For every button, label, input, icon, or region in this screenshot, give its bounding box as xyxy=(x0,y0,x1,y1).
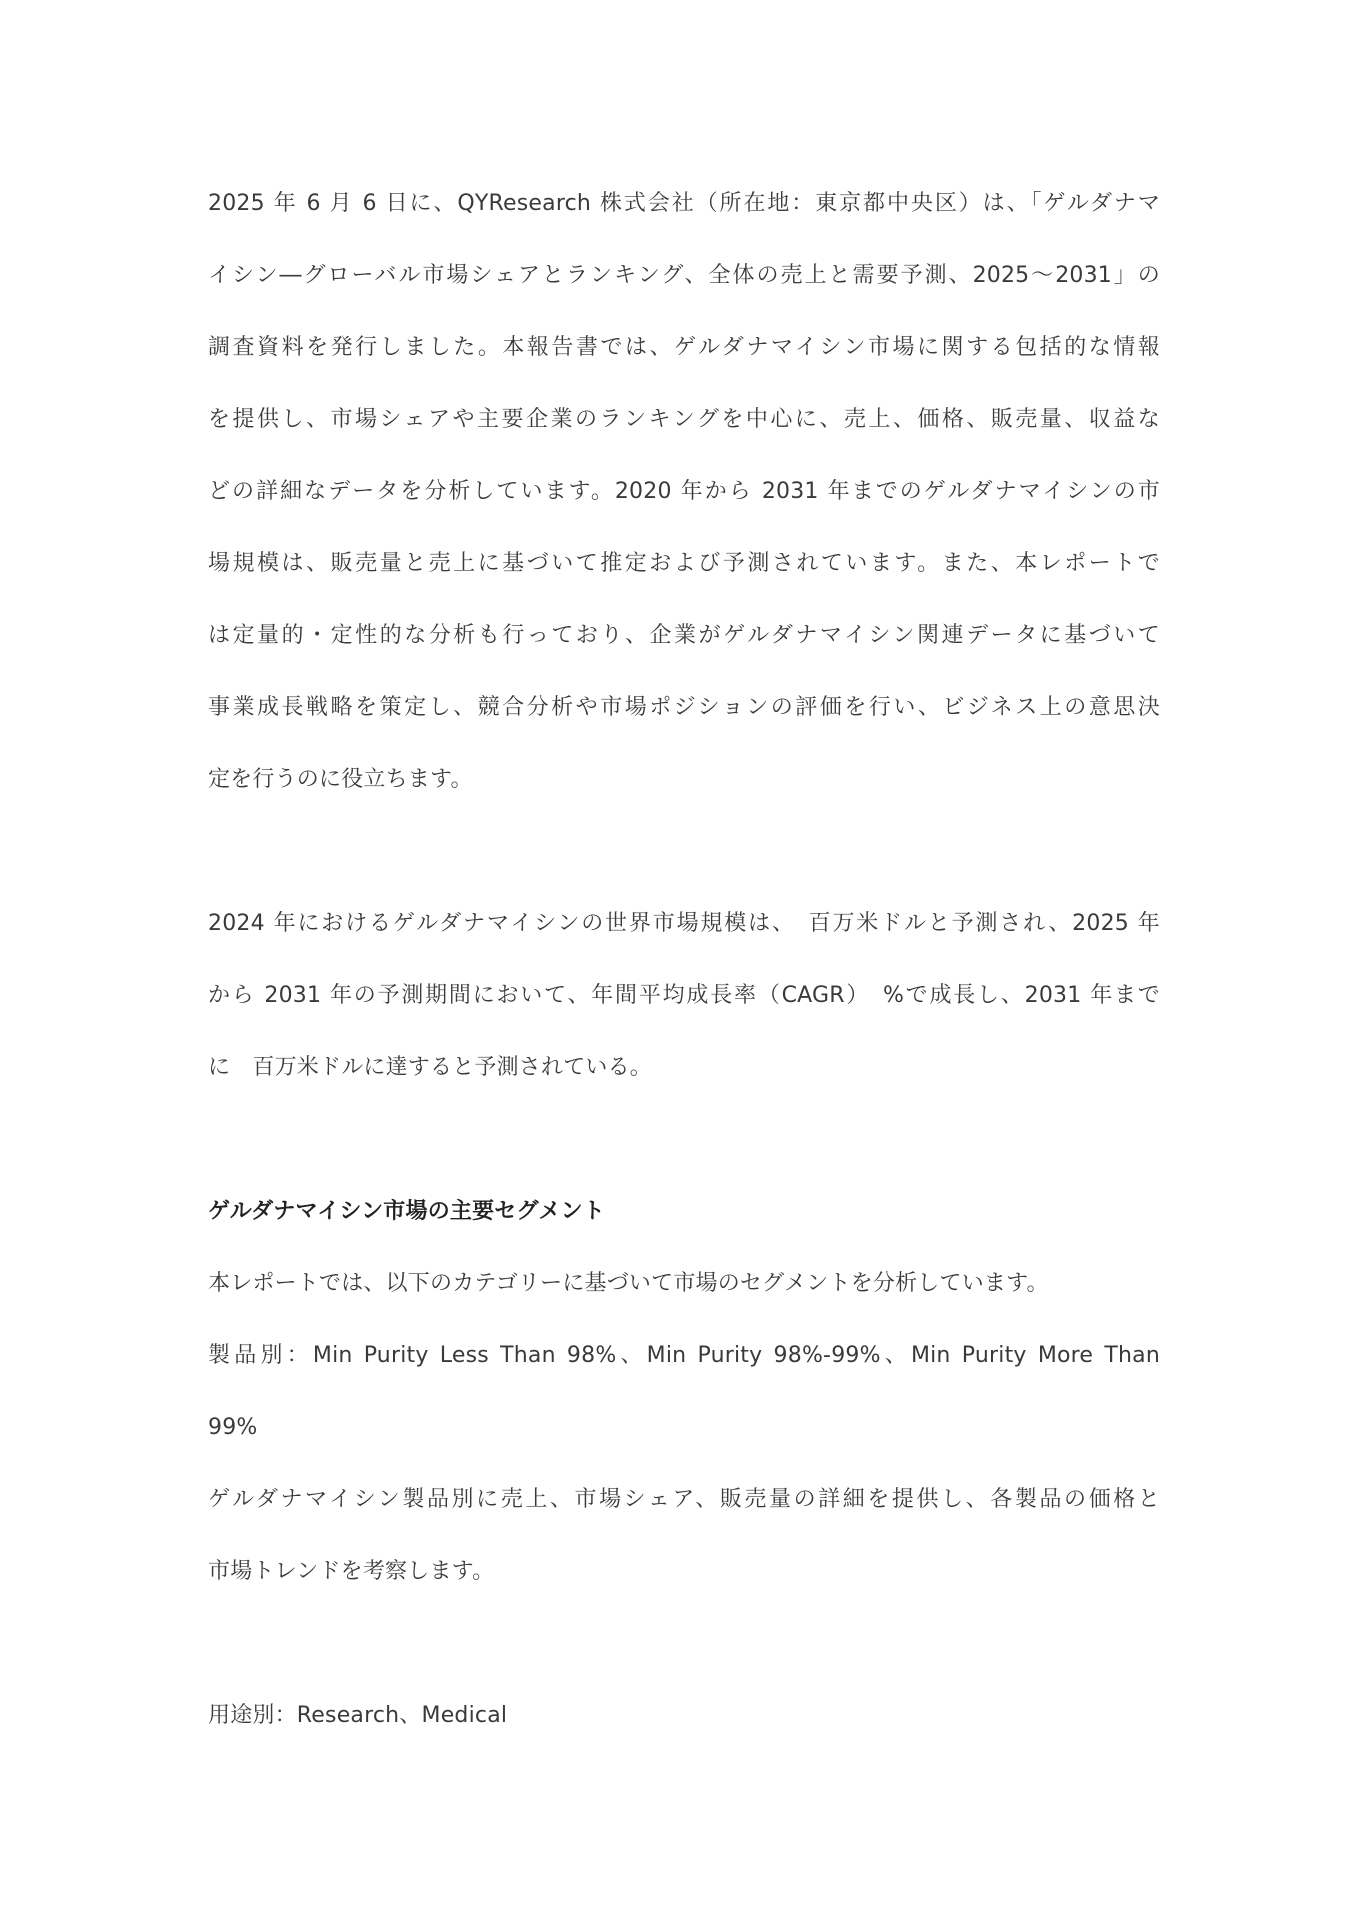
segments-intro: 本レポートでは、以下のカテゴリーに基づいて市場のセグメントを分析しています。 xyxy=(208,1271,1049,1296)
market-line: に 百万米ドルに達すると予測されている。 xyxy=(208,1055,653,1080)
market-line: 2024 年におけるゲルダナマイシンの世界市場規模は、 百万米ドルと予測され、2025 年 xyxy=(208,911,1160,936)
market-size-paragraph xyxy=(208,888,1160,1104)
product-description-line: 市場トレンドを考察します。 xyxy=(208,1559,495,1584)
by-product-line: 製品別：Min Purity Less Than 98%、Min Purity 98%-99%、Min Purity More Than xyxy=(208,1343,1160,1368)
intro-line: イシン―グローバル市場シェアとランキング、全体の売上と需要予測、2025～2031」の xyxy=(208,263,1160,288)
intro-line: 定を行うのに役立ちます。 xyxy=(208,767,473,792)
by-application-line: 用途別：Research、Medical xyxy=(208,1703,508,1728)
intro-line: 場規模は、販売量と売上に基づいて推定および予測されています。また、本レポートで xyxy=(208,551,1160,576)
paragraph-gap xyxy=(208,1104,1160,1176)
intro-line: 2025 年 6 月 6 日に、QYResearch 株式会社（所在地：東京都中央区）は、「ゲルダナマ xyxy=(208,191,1160,216)
intro-line: 事業成長戦略を策定し、競合分析や市場ポジションの評価を行い、ビジネス上の意思決 xyxy=(208,695,1160,720)
product-description-line: ゲルダナマイシン製品別に売上、市場シェア、販売量の詳細を提供し、各製品の価格と xyxy=(208,1487,1160,1512)
document-body xyxy=(208,168,1160,1752)
segments-section xyxy=(208,1176,1160,1752)
paragraph-gap xyxy=(208,816,1160,888)
intro-line: どの詳細なデータを分析しています。2020 年から 2031 年までのゲルダナマイシンの市 xyxy=(208,479,1160,504)
by-product-line: 99% xyxy=(208,1415,258,1440)
intro-line: を提供し、市場シェアや主要企業のランキングを中心に、売上、価格、販売量、収益な xyxy=(208,407,1160,432)
market-line: から 2031 年の予測期間において、年間平均成長率（CAGR） %で成長し、2031 年まで xyxy=(208,983,1160,1008)
intro-paragraph xyxy=(208,168,1160,816)
intro-line: は定量的・定性的な分析も行っており、企業がゲルダナマイシン関連データに基づいて xyxy=(208,623,1160,648)
section-heading: ゲルダナマイシン市場の主要セグメント xyxy=(208,1199,606,1224)
paragraph-gap xyxy=(208,1608,1160,1680)
intro-line: 調査資料を発行しました。本報告書では、ゲルダナマイシン市場に関する包括的な情報 xyxy=(208,335,1160,360)
